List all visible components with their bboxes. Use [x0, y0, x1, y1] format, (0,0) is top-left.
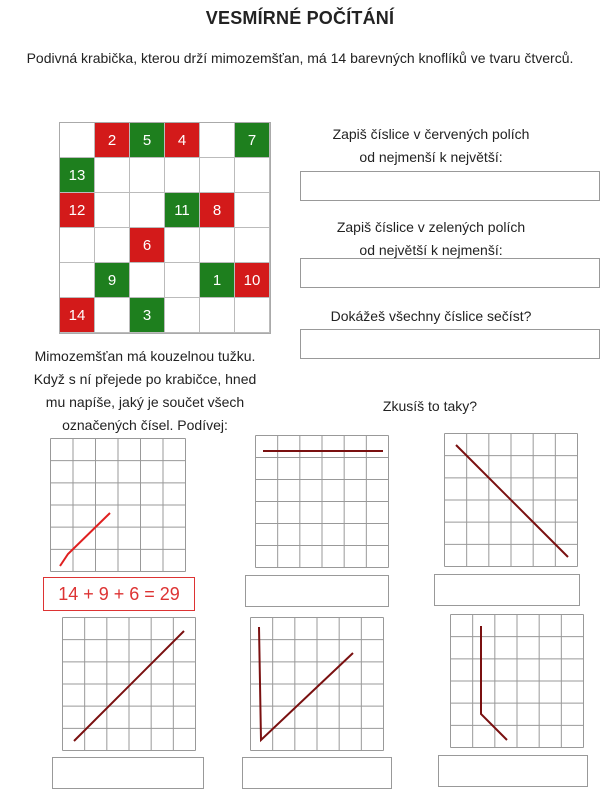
pencil-line-example [60, 513, 110, 566]
board-cell-empty [235, 158, 270, 193]
board-cell-7 [235, 123, 270, 158]
question-green [300, 216, 562, 262]
board-cell-number: 9 [107, 271, 117, 289]
board-cell-empty [60, 123, 95, 158]
board-cell-empty [200, 158, 235, 193]
board-cell-empty [165, 158, 200, 193]
board-cell-number: 12 [68, 201, 86, 219]
board-cell-13 [60, 158, 95, 193]
board-cell-empty [235, 228, 270, 263]
board-cell-number: 14 [68, 306, 86, 324]
try-it-label: Zkusíš to taky? [382, 398, 478, 414]
answer-box-red[interactable] [300, 171, 600, 201]
story-line1: Mimozemšťan má kouzelnou tužku. [34, 348, 256, 364]
question-red [300, 123, 562, 169]
board-cell-empty [200, 298, 235, 333]
page-title: VESMÍRNÉ POČÍTÁNÍ [205, 8, 395, 28]
board-cell-empty [95, 298, 130, 333]
answer-box-grid-4[interactable] [52, 757, 204, 789]
board-cell-8 [200, 193, 235, 228]
board-cell-number: 3 [142, 306, 152, 324]
board-cell-empty [165, 263, 200, 298]
board-cell-4 [165, 123, 200, 158]
board-cell-3 [130, 298, 165, 333]
board-cell-2 [95, 123, 130, 158]
board-cell-empty [95, 158, 130, 193]
pencil-grid-5 [250, 617, 384, 751]
board-cell-number: 6 [142, 236, 152, 254]
question-red-line2: od nejmenší k největší: [359, 149, 503, 165]
board-cell-empty [95, 228, 130, 263]
story-line2: Když s ní přejede po krabičce, hned [33, 371, 257, 387]
pencil-grid-2 [255, 435, 389, 568]
story-text [0, 345, 290, 437]
pencil-line-6 [481, 626, 507, 740]
board-cell-empty [235, 193, 270, 228]
board-cell-empty [60, 263, 95, 298]
board-cell-empty [165, 298, 200, 333]
answer-box-grid-5[interactable] [242, 757, 392, 789]
board-cell-empty [130, 263, 165, 298]
board-cell-number: 13 [68, 166, 86, 184]
question-red-line1: Zapiš číslice v červených polích [332, 126, 530, 142]
board-cell-14 [60, 298, 95, 333]
board-cell-number: 1 [212, 271, 222, 289]
board-cell-5 [130, 123, 165, 158]
example-answer-text: 14 + 9 + 6 = 29 [58, 583, 180, 604]
pencil-grid-4 [62, 617, 196, 751]
board-cell-number: 11 [174, 201, 190, 219]
pencil-grid-6 [450, 614, 584, 748]
answer-box-green[interactable] [300, 258, 600, 288]
intro-text: Podivná krabička, kterou drží mimozemšťan, má 14 barevných knoflíků ve tvaru čtverců. [26, 50, 574, 66]
grid-lines [256, 436, 389, 568]
answer-box-sum[interactable] [300, 329, 600, 359]
question-green-line1: Zapiš číslice v zelených polích [336, 219, 526, 235]
answer-box-grid-2[interactable] [245, 575, 389, 607]
board-cell-11 [165, 193, 200, 228]
board-cell-12 [60, 193, 95, 228]
board-cell-1 [200, 263, 235, 298]
board-cell-empty [130, 158, 165, 193]
board-cell-empty [235, 298, 270, 333]
story-line4: označených čísel. Podívej: [62, 417, 228, 433]
pencil-grid-3 [444, 433, 578, 567]
board-cell-9 [95, 263, 130, 298]
example-answer-box [43, 577, 195, 611]
board-cell-number: 7 [247, 131, 257, 149]
board-cell-number: 4 [177, 131, 187, 149]
question-green-line2: od největší k nejmenší: [359, 242, 503, 258]
grid-lines [451, 615, 584, 748]
board-cell-6 [130, 228, 165, 263]
pencil-grid-example [50, 438, 186, 572]
board-cell-empty [95, 193, 130, 228]
board-cell-empty [130, 193, 165, 228]
board-cell-number: 8 [212, 201, 222, 219]
board-cell-number: 10 [243, 271, 261, 289]
board-cell-empty [165, 228, 200, 263]
grid-lines [63, 618, 196, 751]
story-line3: mu napíše, jaký je součet všech [45, 394, 245, 410]
question-sum: Dokážeš všechny číslice sečíst? [330, 308, 532, 324]
board-cell-empty [200, 123, 235, 158]
answer-box-grid-3[interactable] [434, 574, 580, 606]
board-cell-empty [60, 228, 95, 263]
board-cell-empty [200, 228, 235, 263]
answer-box-grid-6[interactable] [438, 755, 588, 787]
board-cell-10 [235, 263, 270, 298]
board-cell-number: 5 [142, 131, 152, 149]
board-cell-number: 2 [107, 131, 117, 149]
pencil-line-3 [456, 445, 568, 557]
alien-button-board [59, 122, 271, 334]
